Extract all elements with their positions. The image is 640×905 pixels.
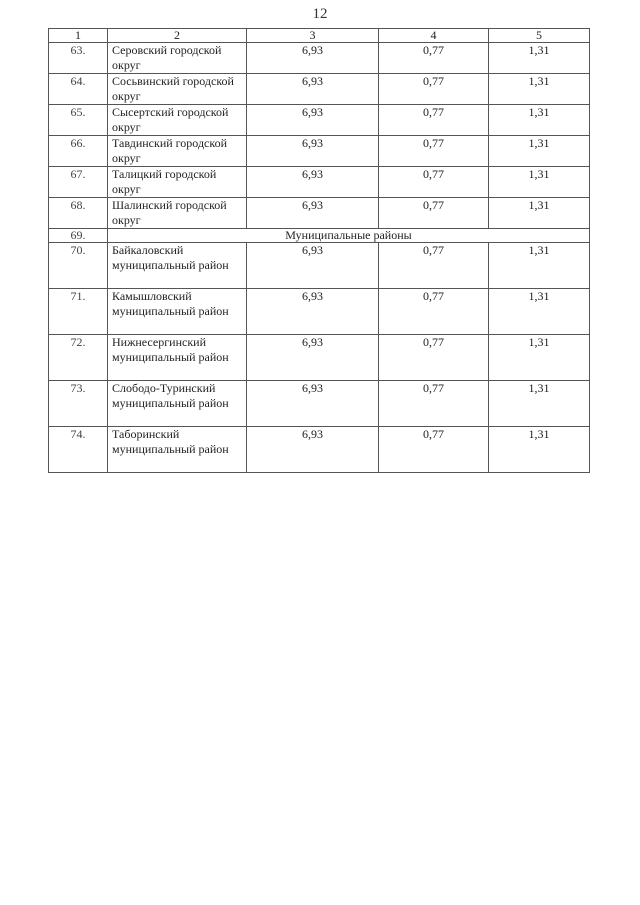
row-value-4: 0,77 xyxy=(379,43,489,74)
row-number: 63. xyxy=(49,43,108,74)
row-value-4: 0,77 xyxy=(379,74,489,105)
row-value-3: 6,93 xyxy=(247,427,379,473)
row-value-3: 6,93 xyxy=(247,136,379,167)
row-value-5: 1,31 xyxy=(489,105,590,136)
row-value-4: 0,77 xyxy=(379,243,489,289)
row-value-4: 0,77 xyxy=(379,105,489,136)
row-number: 73. xyxy=(49,381,108,427)
row-value-3: 6,93 xyxy=(247,74,379,105)
row-number: 70. xyxy=(49,243,108,289)
row-number: 72. xyxy=(49,335,108,381)
row-name: Шалинский городской округ xyxy=(108,198,247,229)
row-name: Слободо-Туринский муниципальный район xyxy=(108,381,247,427)
section-number: 69. xyxy=(49,229,108,243)
table-row xyxy=(49,243,590,289)
row-value-3: 6,93 xyxy=(247,198,379,229)
page-number: 12 xyxy=(312,6,328,22)
table-row xyxy=(49,381,590,427)
row-value-5: 1,31 xyxy=(489,427,590,473)
table-row xyxy=(49,167,590,198)
row-value-4: 0,77 xyxy=(379,167,489,198)
row-number: 67. xyxy=(49,167,108,198)
row-number: 65. xyxy=(49,105,108,136)
row-value-3: 6,93 xyxy=(247,243,379,289)
row-value-5: 1,31 xyxy=(489,335,590,381)
header-col-5: 5 xyxy=(489,29,590,43)
header-col-1: 1 xyxy=(49,29,108,43)
table-row xyxy=(49,43,590,74)
header-col-4: 4 xyxy=(379,29,489,43)
row-number: 66. xyxy=(49,136,108,167)
row-value-3: 6,93 xyxy=(247,289,379,335)
row-number: 71. xyxy=(49,289,108,335)
row-value-5: 1,31 xyxy=(489,381,590,427)
row-value-5: 1,31 xyxy=(489,198,590,229)
table-row xyxy=(49,198,590,229)
row-name: Сосьвинский городской округ xyxy=(108,74,247,105)
row-value-5: 1,31 xyxy=(489,289,590,335)
row-value-5: 1,31 xyxy=(489,43,590,74)
row-name: Сысертский городской округ xyxy=(108,105,247,136)
row-value-5: 1,31 xyxy=(489,243,590,289)
row-name: Серовский городской округ xyxy=(108,43,247,74)
row-name: Тавдинский городской округ xyxy=(108,136,247,167)
table-row xyxy=(49,427,590,473)
data-table xyxy=(48,28,590,473)
row-value-5: 1,31 xyxy=(489,136,590,167)
row-number: 64. xyxy=(49,74,108,105)
table-row xyxy=(49,136,590,167)
table-row xyxy=(49,289,590,335)
row-value-4: 0,77 xyxy=(379,335,489,381)
table-row xyxy=(49,74,590,105)
row-value-3: 6,93 xyxy=(247,167,379,198)
row-value-3: 6,93 xyxy=(247,43,379,74)
row-value-4: 0,77 xyxy=(379,198,489,229)
row-name: Талицкий городской округ xyxy=(108,167,247,198)
row-value-3: 6,93 xyxy=(247,335,379,381)
table-header-row xyxy=(49,29,590,43)
row-name: Байкаловский муниципальный район xyxy=(108,243,247,289)
row-number: 74. xyxy=(49,427,108,473)
header-col-3: 3 xyxy=(247,29,379,43)
row-value-3: 6,93 xyxy=(247,105,379,136)
header-col-2: 2 xyxy=(108,29,247,43)
section-row xyxy=(49,229,590,243)
row-name: Нижнесергинский муниципальный район xyxy=(108,335,247,381)
row-value-4: 0,77 xyxy=(379,136,489,167)
row-value-4: 0,77 xyxy=(379,427,489,473)
row-name: Камышловский муниципальный район xyxy=(108,289,247,335)
row-number: 68. xyxy=(49,198,108,229)
row-value-3: 6,93 xyxy=(247,381,379,427)
table-row xyxy=(49,335,590,381)
row-value-5: 1,31 xyxy=(489,167,590,198)
row-value-5: 1,31 xyxy=(489,74,590,105)
table-row xyxy=(49,105,590,136)
section-title: Муниципальные районы xyxy=(108,229,590,243)
row-value-4: 0,77 xyxy=(379,381,489,427)
row-value-4: 0,77 xyxy=(379,289,489,335)
row-name: Таборинский муниципальный район xyxy=(108,427,247,473)
